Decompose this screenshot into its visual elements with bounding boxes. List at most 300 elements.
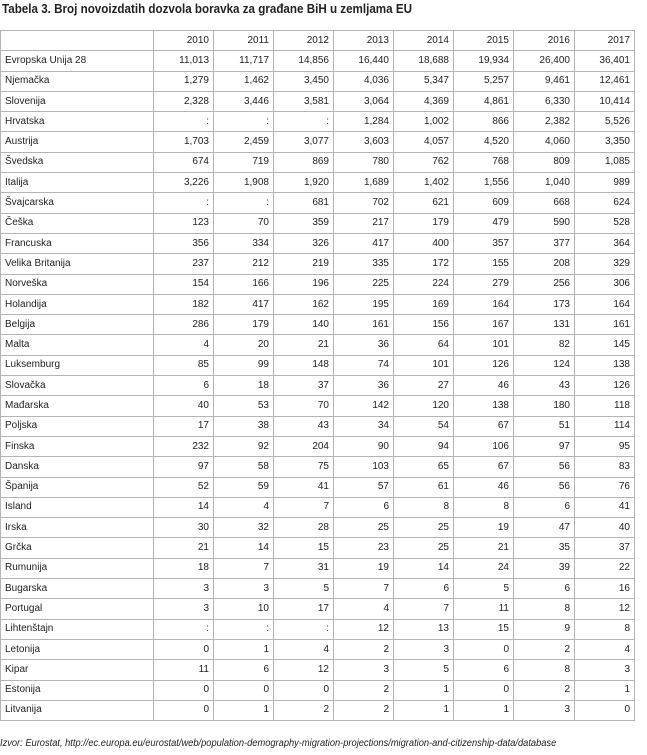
value-cell: 11,717: [214, 51, 274, 71]
value-cell: 1,689: [334, 173, 394, 193]
value-cell: :: [214, 112, 274, 132]
value-cell: 101: [394, 355, 454, 375]
value-cell: 4: [214, 497, 274, 517]
column-header: 2016: [514, 31, 575, 51]
value-cell: 94: [394, 436, 454, 456]
value-cell: 43: [274, 416, 334, 436]
value-cell: 4: [334, 599, 394, 619]
table-row: [1, 335, 635, 355]
value-cell: 167: [454, 315, 514, 335]
value-cell: 1: [214, 700, 274, 720]
value-cell: 7: [334, 579, 394, 599]
value-cell: 8: [514, 599, 575, 619]
value-cell: 8: [514, 660, 575, 680]
value-cell: 3: [154, 579, 214, 599]
country-cell: Švedska: [1, 152, 154, 172]
value-cell: 208: [514, 254, 575, 274]
value-cell: 609: [454, 193, 514, 213]
value-cell: :: [214, 193, 274, 213]
country-cell: Španija: [1, 477, 154, 497]
value-cell: 6: [154, 376, 214, 396]
value-cell: 97: [514, 436, 575, 456]
value-cell: 356: [154, 233, 214, 253]
value-cell: 195: [334, 294, 394, 314]
value-cell: 1,556: [454, 173, 514, 193]
country-cell: Portugal: [1, 599, 154, 619]
value-cell: 51: [514, 416, 575, 436]
value-cell: 4: [274, 639, 334, 659]
value-cell: 19: [454, 518, 514, 538]
value-cell: 56: [514, 457, 575, 477]
value-cell: 15: [274, 538, 334, 558]
table-row: [1, 376, 635, 396]
value-cell: 148: [274, 355, 334, 375]
country-cell: Lihtenštajn: [1, 619, 154, 639]
value-cell: 173: [514, 294, 575, 314]
value-cell: 204: [274, 436, 334, 456]
value-cell: 357: [454, 233, 514, 253]
value-cell: 674: [154, 152, 214, 172]
value-cell: 2: [334, 639, 394, 659]
value-cell: 19: [334, 558, 394, 578]
table-row: [1, 700, 635, 720]
value-cell: 6: [454, 660, 514, 680]
value-cell: 6: [514, 497, 575, 517]
country-cell: Češka: [1, 213, 154, 233]
value-cell: 36: [334, 335, 394, 355]
value-cell: 6: [214, 660, 274, 680]
column-header: 2014: [394, 31, 454, 51]
table-row: [1, 457, 635, 477]
value-cell: 126: [575, 376, 635, 396]
value-cell: 4,369: [394, 91, 454, 111]
country-cell: Evropska Unija 28: [1, 51, 154, 71]
value-cell: 1: [214, 639, 274, 659]
value-cell: 224: [394, 274, 454, 294]
value-cell: 31: [274, 558, 334, 578]
value-cell: 59: [214, 477, 274, 497]
value-cell: 169: [394, 294, 454, 314]
value-cell: 25: [394, 538, 454, 558]
value-cell: 39: [514, 558, 575, 578]
value-cell: 12: [334, 619, 394, 639]
table-row: [1, 639, 635, 659]
table-row: [1, 254, 635, 274]
table-row: [1, 112, 635, 132]
header-row: [1, 31, 635, 51]
value-cell: 164: [454, 294, 514, 314]
value-cell: 138: [454, 396, 514, 416]
value-cell: 232: [154, 436, 214, 456]
value-cell: 762: [394, 152, 454, 172]
value-cell: 3,226: [154, 173, 214, 193]
value-cell: 400: [394, 233, 454, 253]
value-cell: 164: [575, 294, 635, 314]
value-cell: 1,908: [214, 173, 274, 193]
table-row: [1, 355, 635, 375]
value-cell: 0: [274, 680, 334, 700]
table-row: [1, 396, 635, 416]
value-cell: 40: [154, 396, 214, 416]
value-cell: :: [154, 193, 214, 213]
value-cell: 780: [334, 152, 394, 172]
value-cell: 3: [154, 599, 214, 619]
table-row: [1, 579, 635, 599]
value-cell: 25: [394, 518, 454, 538]
country-cell: Slovačka: [1, 376, 154, 396]
value-cell: 1,040: [514, 173, 575, 193]
value-cell: 335: [334, 254, 394, 274]
table-title: Tabela 3. Broj novoizdatih dozvola boravka za građane BiH u zemljama EU: [2, 2, 412, 16]
value-cell: 16,440: [334, 51, 394, 71]
value-cell: 5: [454, 579, 514, 599]
value-cell: 131: [514, 315, 575, 335]
value-cell: 25: [334, 518, 394, 538]
value-cell: 4,861: [454, 91, 514, 111]
value-cell: 92: [214, 436, 274, 456]
value-cell: 9: [514, 619, 575, 639]
value-cell: 479: [454, 213, 514, 233]
value-cell: 1,279: [154, 71, 214, 91]
value-cell: 161: [575, 315, 635, 335]
value-cell: 35: [514, 538, 575, 558]
value-cell: 8: [575, 619, 635, 639]
value-cell: 182: [154, 294, 214, 314]
table-row: [1, 193, 635, 213]
value-cell: 6: [334, 497, 394, 517]
value-cell: 329: [575, 254, 635, 274]
value-cell: 417: [214, 294, 274, 314]
country-cell: Letonija: [1, 639, 154, 659]
table-row: [1, 416, 635, 436]
value-cell: 7: [394, 599, 454, 619]
value-cell: 0: [575, 700, 635, 720]
value-cell: 11: [154, 660, 214, 680]
value-cell: 8: [454, 497, 514, 517]
value-cell: 2: [334, 680, 394, 700]
value-cell: 118: [575, 396, 635, 416]
value-cell: 869: [274, 152, 334, 172]
value-cell: 41: [274, 477, 334, 497]
value-cell: 103: [334, 457, 394, 477]
value-cell: 3,446: [214, 91, 274, 111]
value-cell: 97: [154, 457, 214, 477]
value-cell: :: [154, 112, 214, 132]
value-cell: 5: [274, 579, 334, 599]
value-cell: 65: [394, 457, 454, 477]
value-cell: 61: [394, 477, 454, 497]
country-cell: Bugarska: [1, 579, 154, 599]
country-cell: Finska: [1, 436, 154, 456]
value-cell: 99: [214, 355, 274, 375]
value-cell: 19,934: [454, 51, 514, 71]
value-cell: :: [154, 619, 214, 639]
value-cell: 286: [154, 315, 214, 335]
country-cell: Slovenija: [1, 91, 154, 111]
value-cell: 359: [274, 213, 334, 233]
value-cell: 18,688: [394, 51, 454, 71]
value-cell: 126: [454, 355, 514, 375]
country-cell: Litvanija: [1, 700, 154, 720]
value-cell: 11: [454, 599, 514, 619]
value-cell: 5,347: [394, 71, 454, 91]
value-cell: 95: [575, 436, 635, 456]
value-cell: 5,257: [454, 71, 514, 91]
value-cell: 4: [575, 639, 635, 659]
value-cell: 37: [575, 538, 635, 558]
value-cell: 2,382: [514, 112, 575, 132]
country-cell: Holandija: [1, 294, 154, 314]
value-cell: 58: [214, 457, 274, 477]
value-cell: 4,060: [514, 132, 575, 152]
value-cell: 138: [575, 355, 635, 375]
value-cell: 989: [575, 173, 635, 193]
value-cell: 4,520: [454, 132, 514, 152]
value-cell: 809: [514, 152, 575, 172]
value-cell: 719: [214, 152, 274, 172]
table-body: [1, 51, 635, 721]
table-row: [1, 619, 635, 639]
value-cell: 3: [334, 660, 394, 680]
value-cell: 196: [274, 274, 334, 294]
value-cell: 43: [514, 376, 575, 396]
value-cell: 180: [514, 396, 575, 416]
country-cell: Rumunija: [1, 558, 154, 578]
value-cell: 17: [274, 599, 334, 619]
value-cell: 10: [214, 599, 274, 619]
column-header: 2011: [214, 31, 274, 51]
value-cell: 83: [575, 457, 635, 477]
value-cell: 154: [154, 274, 214, 294]
country-cell: Njemačka: [1, 71, 154, 91]
value-cell: 1,085: [575, 152, 635, 172]
country-cell: Velika Britanija: [1, 254, 154, 274]
column-header: 2017: [575, 31, 635, 51]
value-cell: 256: [514, 274, 575, 294]
value-cell: 18: [214, 376, 274, 396]
value-cell: 364: [575, 233, 635, 253]
value-cell: 2,328: [154, 91, 214, 111]
table-row: [1, 518, 635, 538]
value-cell: :: [214, 619, 274, 639]
country-cell: Grčka: [1, 538, 154, 558]
column-header: 2010: [154, 31, 214, 51]
country-cell: Italija: [1, 173, 154, 193]
table-row: [1, 152, 635, 172]
value-cell: 76: [575, 477, 635, 497]
value-cell: 1: [394, 700, 454, 720]
value-cell: 2: [514, 680, 575, 700]
value-cell: 120: [394, 396, 454, 416]
table-row: [1, 132, 635, 152]
value-cell: 1,002: [394, 112, 454, 132]
value-cell: 528: [575, 213, 635, 233]
value-cell: 21: [454, 538, 514, 558]
value-cell: 14,856: [274, 51, 334, 71]
value-cell: 24: [454, 558, 514, 578]
value-cell: 0: [154, 680, 214, 700]
value-cell: 172: [394, 254, 454, 274]
value-cell: 64: [394, 335, 454, 355]
value-cell: 26,400: [514, 51, 575, 71]
value-cell: 3: [394, 639, 454, 659]
value-cell: 21: [154, 538, 214, 558]
header-corner-cell: [1, 31, 154, 51]
table-row: [1, 213, 635, 233]
value-cell: 14: [154, 497, 214, 517]
value-cell: 101: [454, 335, 514, 355]
table-row: [1, 558, 635, 578]
value-cell: 1,402: [394, 173, 454, 193]
value-cell: 2,459: [214, 132, 274, 152]
value-cell: 82: [514, 335, 575, 355]
source-note: Izvor: Eurostat, http://ec.europa.eu/eurostat/web/population-demography-migration-projections/migration-and-citizenship-data/database: [0, 738, 557, 749]
value-cell: 217: [334, 213, 394, 233]
value-cell: 866: [454, 112, 514, 132]
value-cell: :: [274, 619, 334, 639]
country-cell: Austrija: [1, 132, 154, 152]
value-cell: 53: [214, 396, 274, 416]
country-cell: Francuska: [1, 233, 154, 253]
table-row: [1, 233, 635, 253]
value-cell: 90: [334, 436, 394, 456]
value-cell: 6: [394, 579, 454, 599]
value-cell: 377: [514, 233, 575, 253]
value-cell: 142: [334, 396, 394, 416]
value-cell: 7: [214, 558, 274, 578]
country-cell: Mađarska: [1, 396, 154, 416]
value-cell: 624: [575, 193, 635, 213]
value-cell: 13: [394, 619, 454, 639]
value-cell: 70: [274, 396, 334, 416]
value-cell: 162: [274, 294, 334, 314]
table-row: [1, 436, 635, 456]
value-cell: 155: [454, 254, 514, 274]
table-row: [1, 477, 635, 497]
value-cell: 38: [214, 416, 274, 436]
value-cell: 1,920: [274, 173, 334, 193]
value-cell: 34: [334, 416, 394, 436]
value-cell: 14: [214, 538, 274, 558]
value-cell: 219: [274, 254, 334, 274]
country-cell: Island: [1, 497, 154, 517]
value-cell: 1: [454, 700, 514, 720]
value-cell: 681: [274, 193, 334, 213]
value-cell: 237: [154, 254, 214, 274]
value-cell: 668: [514, 193, 575, 213]
value-cell: 67: [454, 416, 514, 436]
value-cell: 417: [334, 233, 394, 253]
value-cell: 1,462: [214, 71, 274, 91]
table-row: [1, 660, 635, 680]
table-row: [1, 680, 635, 700]
value-cell: 4,057: [394, 132, 454, 152]
value-cell: 212: [214, 254, 274, 274]
value-cell: 179: [214, 315, 274, 335]
value-cell: 41: [575, 497, 635, 517]
value-cell: 106: [454, 436, 514, 456]
value-cell: 47: [514, 518, 575, 538]
value-cell: 15: [454, 619, 514, 639]
value-cell: 2: [334, 700, 394, 720]
value-cell: 156: [394, 315, 454, 335]
value-cell: 52: [154, 477, 214, 497]
country-cell: Hrvatska: [1, 112, 154, 132]
value-cell: 166: [214, 274, 274, 294]
value-cell: 140: [274, 315, 334, 335]
country-cell: Luksemburg: [1, 355, 154, 375]
value-cell: 75: [274, 457, 334, 477]
table-row: [1, 173, 635, 193]
value-cell: 74: [334, 355, 394, 375]
table-row: [1, 599, 635, 619]
value-cell: 57: [334, 477, 394, 497]
value-cell: 621: [394, 193, 454, 213]
value-cell: 4: [154, 335, 214, 355]
value-cell: 3: [214, 579, 274, 599]
value-cell: 22: [575, 558, 635, 578]
value-cell: 10,414: [575, 91, 635, 111]
value-cell: 1: [394, 680, 454, 700]
country-cell: Belgija: [1, 315, 154, 335]
value-cell: 5: [394, 660, 454, 680]
value-cell: 54: [394, 416, 454, 436]
value-cell: 40: [575, 518, 635, 538]
value-cell: 6,330: [514, 91, 575, 111]
value-cell: 768: [454, 152, 514, 172]
table-row: [1, 538, 635, 558]
value-cell: 225: [334, 274, 394, 294]
value-cell: 5,526: [575, 112, 635, 132]
value-cell: 3,077: [274, 132, 334, 152]
value-cell: 11,013: [154, 51, 214, 71]
table-row: [1, 497, 635, 517]
value-cell: :: [274, 112, 334, 132]
value-cell: 279: [454, 274, 514, 294]
value-cell: 161: [334, 315, 394, 335]
value-cell: 306: [575, 274, 635, 294]
value-cell: 3,581: [274, 91, 334, 111]
value-cell: 67: [454, 457, 514, 477]
value-cell: 3: [514, 700, 575, 720]
value-cell: 37: [274, 376, 334, 396]
value-cell: 114: [575, 416, 635, 436]
value-cell: 6: [514, 579, 575, 599]
value-cell: 12: [274, 660, 334, 680]
value-cell: 23: [334, 538, 394, 558]
value-cell: 3,350: [575, 132, 635, 152]
table-row: [1, 51, 635, 71]
column-header: 2012: [274, 31, 334, 51]
country-cell: Estonija: [1, 680, 154, 700]
value-cell: 3,064: [334, 91, 394, 111]
value-cell: 27: [394, 376, 454, 396]
value-cell: 3: [575, 660, 635, 680]
value-cell: 3,603: [334, 132, 394, 152]
value-cell: 0: [454, 680, 514, 700]
country-cell: Švajcarska: [1, 193, 154, 213]
value-cell: 1: [575, 680, 635, 700]
value-cell: 9,461: [514, 71, 575, 91]
value-cell: 32: [214, 518, 274, 538]
value-cell: 0: [154, 700, 214, 720]
value-cell: 123: [154, 213, 214, 233]
value-cell: 18: [154, 558, 214, 578]
column-header: 2013: [334, 31, 394, 51]
table-row: [1, 71, 635, 91]
value-cell: 590: [514, 213, 575, 233]
residence-permits-table: [0, 30, 635, 721]
